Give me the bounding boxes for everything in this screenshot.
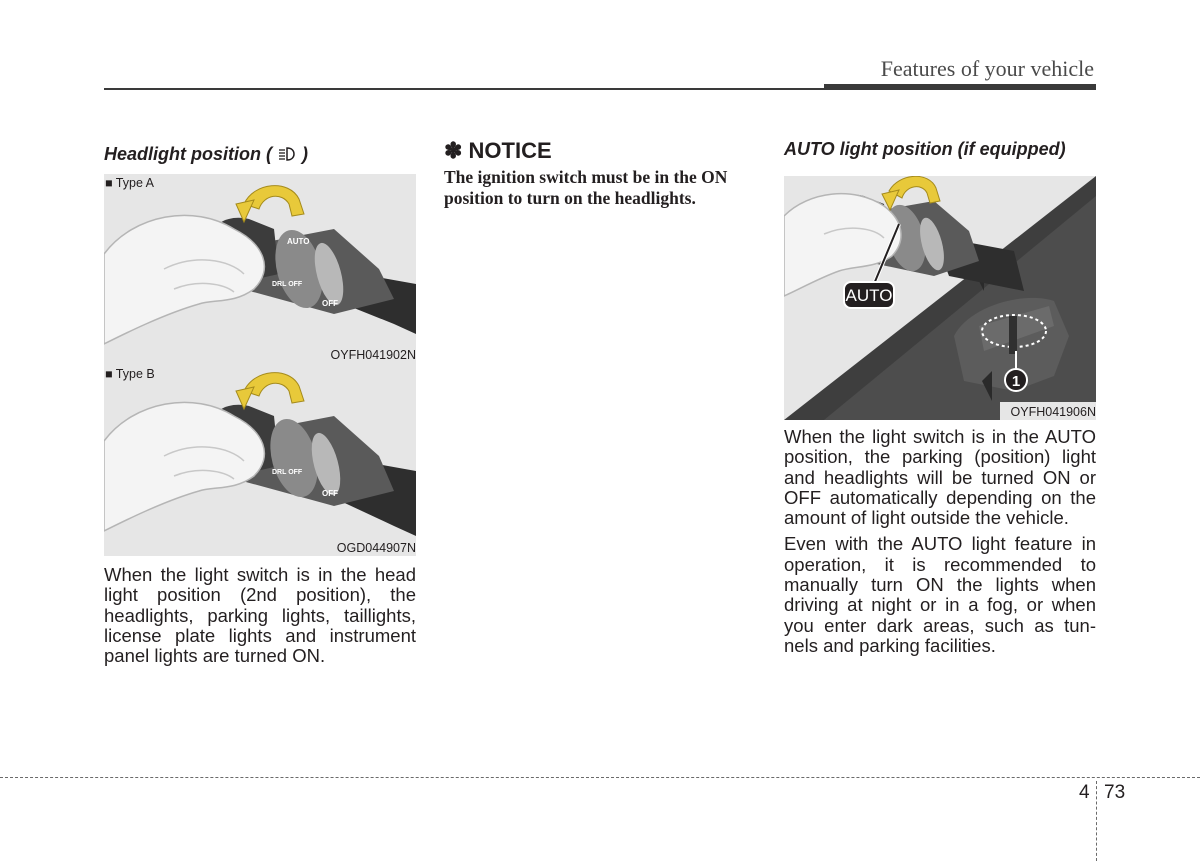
headlight-body-paragraph: When the light switch is in the head light position (2nd position), the headlights, parking lights, taillights, license plate lights and instrument panel lights are turned ON. <box>104 564 416 667</box>
light-switch-illustration-a <box>104 174 416 366</box>
headlight-position-body <box>104 565 416 666</box>
switch-label-drl-off: DRL OFF <box>272 281 303 288</box>
page-number: 73 <box>1104 782 1126 803</box>
auto-body-paragraph-1: When the light switch is in the AUTO position, the parking (position) light and headlights will be turned ON or OFF automatically depending on the amount of light outside the vehicle. <box>784 426 1096 529</box>
heading-prefix: Headlight position ( <box>104 144 272 164</box>
switch-label-off: OFF <box>322 299 338 308</box>
headlight-position-heading <box>104 144 308 165</box>
auto-body-paragraph-2: Even with the AUTO light feature in operation, it is recommended to manually turn ON the lights when driving at night or in a fog, or when you enter dark areas, such as tun-nels and parking facilities. <box>784 533 1096 656</box>
figure-b-code: OGD044907N <box>336 541 416 555</box>
page-header-title: Features of your vehicle <box>880 56 1094 81</box>
footer-rule <box>0 777 1200 778</box>
light-switch-illustration-b <box>104 366 416 556</box>
switch-label-drl-off-b: DRL OFF <box>272 469 303 476</box>
figure-auto-light <box>784 176 1096 420</box>
figure-b-label: ■ Type B <box>105 367 155 381</box>
section-number: 4 <box>1079 782 1090 803</box>
figure-a-label: ■ Type A <box>105 176 155 190</box>
heading-suffix: ) <box>302 144 309 164</box>
figure-auto-code: OYFH041906N <box>1010 405 1096 419</box>
sensor-marker-number: 1 <box>1011 373 1021 390</box>
headlight-icon <box>277 146 297 162</box>
footer-divider <box>1096 781 1097 861</box>
auto-light-body <box>784 427 1096 656</box>
figure-type-b <box>104 366 416 556</box>
switch-label-off-b: OFF <box>322 489 338 498</box>
notice-title: ✽ NOTICE <box>444 138 552 163</box>
figure-type-a <box>104 174 416 366</box>
figure-a-code: OYFH041902N <box>330 348 416 362</box>
auto-callout-label: AUTO <box>845 286 893 305</box>
auto-light-heading: AUTO light position (if equipped) <box>784 139 1066 159</box>
auto-light-illustration <box>784 176 1096 420</box>
switch-label-auto: AUTO <box>287 237 310 246</box>
notice-text: The ignition switch must be in the ON position to turn on the headlights. <box>444 167 728 208</box>
header-rule-accent <box>824 84 1096 90</box>
